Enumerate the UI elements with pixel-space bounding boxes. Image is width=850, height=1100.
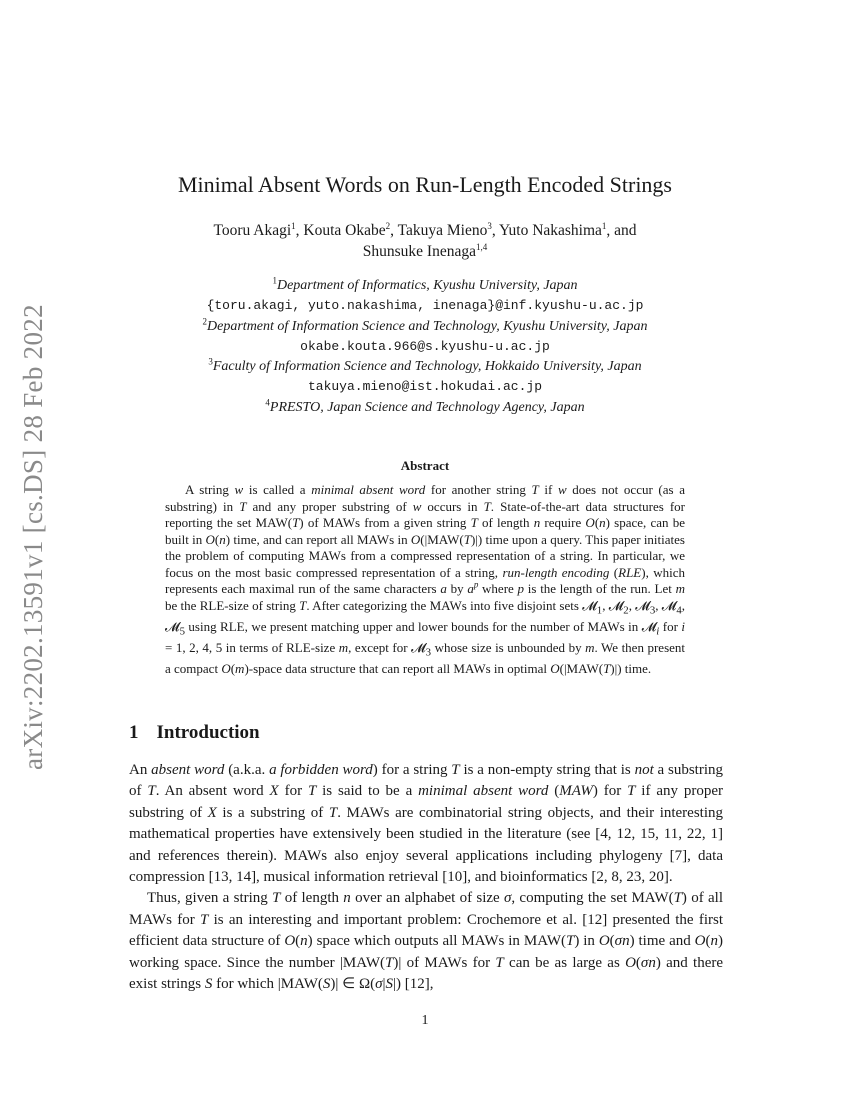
affil-mark: 3 [208,356,213,367]
affiliation-email: {toru.akagi, yuto.nakashima, inenaga}@inf.kyushu-u.ac.jp [206,298,644,314]
affiliation-name: Department of Information Science and Technology, Kyushu University, Japan [207,318,648,334]
affiliation-line [0,276,850,296]
affiliation-line [0,398,850,418]
affiliation-list [0,276,850,418]
author-affil-mark: 2 [385,220,391,231]
section-number: 1 [129,722,139,743]
abstract-heading: Abstract [400,458,450,473]
abstract-body: A string w is called a minimal absent word for another string T if w does not occur (as a substring) in T and any proper substring of w occurs in T. State-of-the-art data structures for reporting the set MAW(T) of MAWs from a given string T of length n require O(n) space, can be built in O(n) time, and can report all MAWs in O(|MAW(T)|) time upon a query. This paper initiates the problem of computing MAWs from a compressed representation of a string. In particular, we focus on the most basic compressed representation of a string, run-length encoding (RLE), which represents each maximal run of the same characters a by $a^p$ where p is the length of the run. Let m be the RLE-size of string T. After categorizing the MAWs into five disjoint sets 𝓜$_1$, 𝓜$_2$, 𝓜$_3$, 𝓜$_4$, 𝓜$_5$ using RLE, we present matching upper and lower bounds for the number of MAWs in 𝓜$_i$ for i = 1, 2, 4, 5 in terms of RLE-size m, except for 𝓜$_3$ whose size is unbounded by m. We then present a compact O(m)-space data structure that can report all MAWs in optimal O(|MAW(T)|) time. [165,482,686,676]
paragraph: Thus, given a string T of length n over an alphabet of size σ, computing the set MAW(T) of all MAWs for T is an interesting and important problem: Crochemore et al. [12] presented the first efficient data structure of O(n) space which outputs all MAWs in MAW(T) in O(σn) time and O(n) working space. Since the number |MAW(T)| of MAWs for T can be as large as O(σn) and there exist strings S for which |MAW(S)| ∈ Ω(σ|S|) [12], [129,890,724,993]
author-name: Tooru Akagi [213,222,292,239]
affiliation-line [0,357,850,377]
introduction-body [129,760,723,995]
author-affil-mark: 1,4 [475,241,488,252]
affil-mark: 4 [265,397,270,408]
affiliation-email: takuya.mieno@ist.hokudai.ac.jp [307,379,543,395]
author-name: Shunsuke Inenaga [362,243,476,260]
affiliation-name: PRESTO, Japan Science and Technology Agency, Japan [269,399,585,415]
author-name: Kouta Okabe [303,222,386,239]
paragraph: An absent word (a.k.a. a forbidden word) for a string T is a non-empty string that is not a substring of T. An absent word X for T is said to be a minimal absent word (MAW) for T if any proper substring of X is a substring of T. MAWs are combinatorial string objects, and their interesting mathematical properties have extensively been studied in the literature (see [4, 12, 15, 11, 22, 1] and references therein). MAWs also enjoy several applications including phylogeny [7], data compression [13, 14], musical information retrieval [10], and bioinformatics [2, 8, 23, 20]. [129,762,724,886]
section-title: Introduction [156,722,260,743]
affiliation-name: Department of Informatics, Kyushu University, Japan [276,278,578,293]
affiliation-name: Faculty of Information Science and Technology, Hokkaido University, Japan [212,359,642,375]
affil-mark: 2 [202,315,208,326]
author-conjunction: and [614,222,637,239]
author-list: Tooru Akagi$^1$, Kouta Okabe$^2$, Takuya Mieno$^3$, Yuto Nakashima$^1$, and Shunsuke Inenaga$^{1,4}$ [213,220,637,260]
author-affil-mark: 1 [291,220,296,231]
section-heading [129,722,278,744]
affiliation-email: okabe.kouta.966@s.kyushu-u.ac.jp [300,338,550,354]
author-affil-mark: 3 [487,220,492,231]
affil-mark: 1 [272,275,277,286]
author-name: Yuto Nakashima [499,222,602,239]
author-name: Takuya Mieno [397,222,488,239]
page-number: 1 [421,1013,429,1028]
affiliation-line [0,317,850,337]
author-affil-mark: 1 [601,220,607,231]
arxiv-stamp: arXiv:2202.13591v1 [cs.DS] 28 Feb 2022 [18,304,48,770]
paper-title: Minimal Absent Words on Run-Length Encoded Strings [177,172,672,197]
